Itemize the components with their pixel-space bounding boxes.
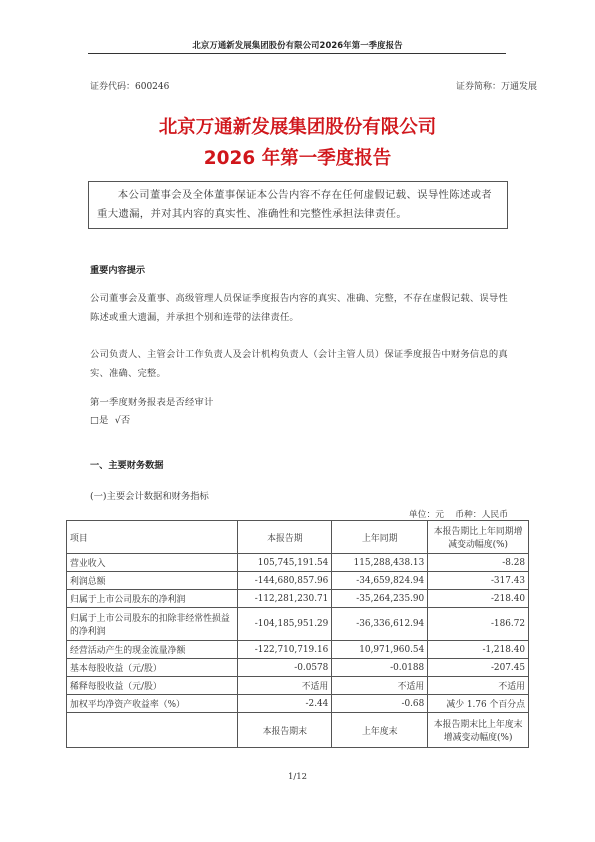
unit-currency-line: 单位：元 币种：人民币	[408, 510, 508, 520]
row-current: -0.0578	[238, 659, 332, 677]
audit-question: 第一季度财务报表是否经审计	[90, 397, 214, 408]
row-label: 归属于上市公司股东的扣除非经常性损益的净利润	[67, 608, 238, 641]
header-rule	[88, 53, 506, 54]
row-prior: 不适用	[332, 677, 428, 695]
table-row	[67, 695, 529, 713]
subsection-accounting-data: (一)主要会计数据和财务指标	[90, 491, 209, 502]
row-change: 减少 1.76 个百分点	[428, 695, 529, 713]
row-label: 稀释每股收益（元/股）	[67, 677, 238, 695]
row-change: -207.45	[428, 659, 529, 677]
header-current-period: 本报告期	[238, 521, 332, 554]
row-change: 不适用	[428, 677, 529, 695]
important-heading: 重要内容提示	[90, 265, 146, 276]
table-row	[67, 659, 529, 677]
row-label: 利润总额	[67, 572, 238, 590]
row-current: -122,710,719.16	[238, 641, 332, 659]
row-prior: -35,264,235.90	[332, 590, 428, 608]
subheader-prior-year-end: 上年度末	[332, 713, 428, 748]
row-label: 归属于上市公司股东的净利润	[67, 590, 238, 608]
row-prior: 115,288,438.13	[332, 554, 428, 572]
table-subheader-row	[67, 713, 529, 748]
row-prior: 10,971,960.54	[332, 641, 428, 659]
row-current: -144,680,857.96	[238, 572, 332, 590]
header-item: 项目	[67, 521, 238, 554]
table-row	[67, 590, 529, 608]
row-prior: -0.68	[332, 695, 428, 713]
subheader-item	[67, 713, 238, 748]
row-change: -218.40	[428, 590, 529, 608]
row-change: -1,218.40	[428, 641, 529, 659]
row-change: -8.28	[428, 554, 529, 572]
section-financial-data: 一、主要财务数据	[90, 460, 164, 471]
row-current: -104,185,951.29	[238, 608, 332, 641]
row-current: -112,281,230.71	[238, 590, 332, 608]
subheader-period-end: 本报告期末	[238, 713, 332, 748]
row-current: -2.44	[238, 695, 332, 713]
row-current: 105,745,191.54	[238, 554, 332, 572]
running-header: 北京万通新发展集团股份有限公司2026年第一季度报告	[192, 40, 403, 50]
stock-code: 证券代码：600246	[90, 82, 170, 92]
table-row	[67, 554, 529, 572]
row-prior: -0.0188	[332, 659, 428, 677]
paragraph-officers: 公司负责人、主管会计工作负责人及会计机构负责人（会计主管人员）保证季度报告中财务信息的真实、准确、完整。	[90, 349, 508, 379]
company-title: 北京万通新发展集团股份有限公司	[158, 117, 437, 138]
audit-answer: □是 √否	[90, 415, 131, 426]
row-current: 不适用	[238, 677, 332, 695]
row-label: 经营活动产生的现金流量净额	[67, 641, 238, 659]
table-row	[67, 572, 529, 590]
row-label: 营业收入	[67, 554, 238, 572]
report-title: 2026 年第一季度报告	[203, 148, 392, 169]
stock-abbreviation: 证券简称：万通发展	[455, 82, 537, 92]
row-change: -186.72	[428, 608, 529, 641]
financial-data-table	[66, 520, 529, 748]
row-change: -317.43	[428, 572, 529, 590]
table-row	[67, 677, 529, 695]
table-header-row	[67, 521, 529, 554]
table-row	[67, 608, 529, 641]
row-prior: -36,336,612.94	[332, 608, 428, 641]
board-notice-box: 本公司董事会及全体董事保证本公告内容不存在任何虚假记载、误导性陈述或者重大遗漏，并对其内容的真实性、准确性和完整性承担法律责任。	[88, 181, 508, 229]
paragraph-directors: 公司董事会及董事、高级管理人员保证季度报告内容的真实、准确、完整，不存在虚假记载、误导性陈述或重大遗漏，并承担个别和连带的法律责任。	[90, 293, 508, 323]
header-change: 本报告期比上年同期增减变动幅度(%)	[428, 521, 529, 554]
row-label: 基本每股收益（元/股）	[67, 659, 238, 677]
page-number: 1/12	[287, 772, 308, 782]
row-label: 加权平均净资产收益率（%）	[67, 695, 238, 713]
table-row	[67, 641, 529, 659]
subheader-change: 本报告期末比上年度末增减变动幅度(%)	[428, 713, 529, 748]
header-prior-period: 上年同期	[332, 521, 428, 554]
row-prior: -34,659,824.94	[332, 572, 428, 590]
